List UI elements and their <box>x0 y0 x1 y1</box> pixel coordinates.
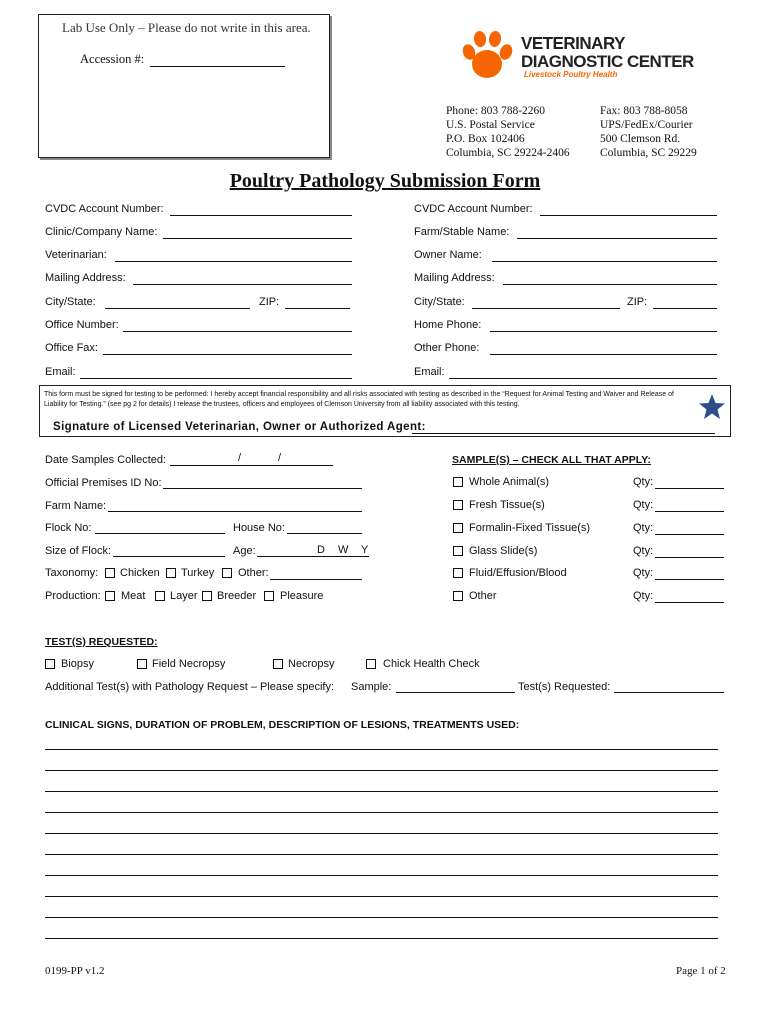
left-field-input[interactable] <box>133 284 352 285</box>
clinical-line[interactable] <box>45 770 718 771</box>
qty-field[interactable] <box>655 488 724 489</box>
sample-item: Fluid/Effusion/Blood <box>469 567 567 579</box>
right-field-input[interactable] <box>449 378 717 379</box>
qty-label: Qty: <box>633 567 654 579</box>
qty-label: Qty: <box>633 545 654 557</box>
left-field-input[interactable] <box>115 261 352 262</box>
right-field-input[interactable] <box>490 354 717 355</box>
form-title: Poultry Pathology Submission Form <box>229 170 541 192</box>
biopsy-option: Biopsy <box>61 658 95 670</box>
left-field-label: Office Number: <box>45 319 119 331</box>
sample-checkbox[interactable] <box>453 523 463 533</box>
flock-no-field[interactable] <box>95 533 225 534</box>
breeder-checkbox[interactable] <box>202 591 212 601</box>
left-field-input[interactable] <box>163 238 352 239</box>
clinical-line[interactable] <box>45 917 718 918</box>
right-field-label: Mailing Address: <box>414 272 495 284</box>
star-icon <box>698 393 726 421</box>
left-field-label: Clinic/Company Name: <box>45 226 158 238</box>
necropsy-option: Necropsy <box>288 658 335 670</box>
taxonomy-label: Taxonomy: <box>45 567 99 579</box>
clinical-line[interactable] <box>45 875 718 876</box>
tests-requested-field[interactable] <box>614 692 724 693</box>
right-field-input[interactable] <box>472 308 620 309</box>
sample-item: Whole Animal(s) <box>469 476 550 488</box>
right-field-label: Other Phone: <box>414 342 480 354</box>
qty-field[interactable] <box>655 602 724 603</box>
qty-label: Qty: <box>633 522 654 534</box>
contact-street: 500 Clemson Rd. <box>600 133 681 145</box>
chick-health-check-option: Chick Health Check <box>383 658 480 670</box>
clinical-line[interactable] <box>45 938 718 939</box>
left-field-input[interactable] <box>105 308 250 309</box>
date-sep: / <box>278 452 282 464</box>
left-field-label: CVDC Account Number: <box>45 203 164 215</box>
left-field-label: Email: <box>45 366 76 378</box>
date-collected-field[interactable] <box>170 465 333 466</box>
qty-label: Qty: <box>633 499 654 511</box>
clinical-line[interactable] <box>45 812 718 813</box>
contact-fax: Fax: 803 788-8058 <box>600 105 688 117</box>
zip-label: ZIP: <box>259 296 280 308</box>
house-no-label: House No: <box>233 522 285 534</box>
qty-field[interactable] <box>655 534 724 535</box>
contact-right <box>600 104 697 160</box>
lab-use-title: Lab Use Only – Please do not write in this area. <box>62 20 311 35</box>
additional-tests-label: Additional Test(s) with Pathology Request – Please specify: <box>45 681 335 693</box>
sample-checkbox[interactable] <box>453 546 463 556</box>
qty-field[interactable] <box>655 557 724 558</box>
clinical-line[interactable] <box>45 791 718 792</box>
chicken-option: Chicken <box>120 567 160 579</box>
necropsy-checkbox[interactable] <box>273 659 283 669</box>
signature-label: Signature of Licensed Veterinarian, Owner or Authorized Agent: <box>53 421 426 433</box>
contact-left <box>446 104 570 160</box>
zip-label: ZIP: <box>627 296 648 308</box>
flock-size-label: Size of Flock: <box>45 545 112 557</box>
farm-name-label: Farm Name: <box>45 500 107 512</box>
qty-label: Qty: <box>633 476 654 488</box>
meat-checkbox[interactable] <box>105 591 115 601</box>
turkey-checkbox[interactable] <box>166 568 176 578</box>
contact-usps: U.S. Postal Service <box>446 119 535 131</box>
production-label: Production: <box>45 590 101 602</box>
biopsy-checkbox[interactable] <box>45 659 55 669</box>
right-field-label: Email: <box>414 366 445 378</box>
left-field-label: City/State: <box>45 296 96 308</box>
turkey-option: Turkey <box>181 567 215 579</box>
left-field-input[interactable] <box>123 331 352 332</box>
left-field-label: Veterinarian: <box>45 249 107 261</box>
accession-field[interactable] <box>150 66 285 67</box>
right-field-label: City/State: <box>414 296 465 308</box>
meat-option: Meat <box>121 590 146 602</box>
house-no-field[interactable] <box>287 533 362 534</box>
pleasure-checkbox[interactable] <box>264 591 274 601</box>
contact-courier: UPS/FedEx/Courier <box>600 119 693 131</box>
page-number: Page 1 of 2 <box>676 965 726 977</box>
contact-phone: Phone: 803 788-2260 <box>446 105 546 117</box>
premises-id-field[interactable] <box>163 488 362 489</box>
field-necropsy-option: Field Necropsy <box>152 658 226 670</box>
date-sep: / <box>238 452 242 464</box>
sample-checkbox[interactable] <box>453 568 463 578</box>
right-field-input[interactable] <box>517 238 717 239</box>
clinical-line[interactable] <box>45 833 718 834</box>
clinical-header: CLINICAL SIGNS, DURATION OF PROBLEM, DESCRIPTION OF LESIONS, TREATMENTS USED: <box>45 719 520 731</box>
clinical-line[interactable] <box>45 749 718 750</box>
right-field-input[interactable] <box>492 261 717 262</box>
tiger-paw-logo-icon <box>460 30 515 82</box>
right-field-label: Farm/Stable Name: <box>414 226 510 238</box>
right-field-label: Owner Name: <box>414 249 482 261</box>
logo-line2: DIAGNOSTIC CENTER <box>521 52 694 71</box>
other-taxonomy-checkbox[interactable] <box>222 568 232 578</box>
signature-field[interactable] <box>412 433 715 434</box>
accession-label: Accession #: <box>80 52 145 66</box>
zip-input[interactable] <box>285 308 350 309</box>
zip-input[interactable] <box>653 308 717 309</box>
sample-specify-field[interactable] <box>396 692 515 693</box>
left-field-input[interactable] <box>170 215 352 216</box>
left-field-input[interactable] <box>80 378 352 379</box>
left-field-label: Office Fax: <box>45 342 98 354</box>
consent-text: This form must be signed for testing to be performed: I hereby accept financial responsibility and all risks associated with testing as described in the “Request for Animal Testing and Waiver and Release of Liability for Testing.” (see pg 2 for details) I release the trustees, officers and employees of Clemson University from all liability associated with this testing. <box>44 391 674 408</box>
qty-field[interactable] <box>655 579 724 580</box>
flock-size-field[interactable] <box>113 556 225 557</box>
sample-checkbox[interactable] <box>453 500 463 510</box>
right-field-input[interactable] <box>540 215 717 216</box>
chicken-checkbox[interactable] <box>105 568 115 578</box>
other-taxonomy-option: Other: <box>238 567 269 579</box>
right-field-label: CVDC Account Number: <box>414 203 533 215</box>
sample-item: Fresh Tissue(s) <box>469 499 545 511</box>
flock-no-label: Flock No: <box>45 522 92 534</box>
samples-header: SAMPLE(S) – CHECK ALL THAT APPLY: <box>452 454 651 466</box>
left-field-label: Mailing Address: <box>45 272 126 284</box>
age-field[interactable] <box>257 556 369 557</box>
premises-id-label: Official Premises ID No: <box>45 477 162 489</box>
sample-specify-label: Sample: <box>351 681 392 693</box>
date-collected-label: Date Samples Collected: <box>45 454 167 466</box>
logo-tagline: Livestock Poultry Health <box>524 70 618 79</box>
clinical-line[interactable] <box>45 896 718 897</box>
sample-checkbox[interactable] <box>453 477 463 487</box>
other-taxonomy-field[interactable] <box>270 579 362 580</box>
sample-item: Formalin-Fixed Tissue(s) <box>469 522 591 534</box>
contact-city: Columbia, SC 29224-2406 <box>446 147 570 159</box>
age-unit-weeks[interactable]: W <box>338 544 349 556</box>
qty-label: Qty: <box>633 590 654 602</box>
sample-checkbox[interactable] <box>453 591 463 601</box>
form-code: 0199-PP v1.2 <box>45 965 105 977</box>
age-unit-days[interactable]: D <box>317 544 325 556</box>
qty-field[interactable] <box>655 511 724 512</box>
age-unit-years[interactable]: Y <box>361 544 369 556</box>
breeder-option: Breeder <box>217 590 257 602</box>
chick-health-check-checkbox[interactable] <box>366 659 376 669</box>
tests-header: TEST(S) REQUESTED: <box>45 636 158 648</box>
layer-checkbox[interactable] <box>155 591 165 601</box>
contact-city2: Columbia, SC 29229 <box>600 147 697 159</box>
age-label: Age: <box>233 545 256 557</box>
pleasure-option: Pleasure <box>280 590 324 602</box>
layer-option: Layer <box>170 590 198 602</box>
contact-pobox: P.O. Box 102406 <box>446 133 525 145</box>
right-field-input[interactable] <box>490 331 717 332</box>
right-field-label: Home Phone: <box>414 319 482 331</box>
clinical-line[interactable] <box>45 854 718 855</box>
sample-item: Glass Slide(s) <box>469 545 538 557</box>
tests-requested-label: Test(s) Requested: <box>518 681 611 693</box>
field-necropsy-checkbox[interactable] <box>137 659 147 669</box>
logo-line1: VETERINARY <box>521 33 625 54</box>
right-field-input[interactable] <box>503 284 717 285</box>
farm-name-field[interactable] <box>108 511 362 512</box>
sample-item: Other <box>469 590 497 602</box>
left-field-input[interactable] <box>103 354 352 355</box>
